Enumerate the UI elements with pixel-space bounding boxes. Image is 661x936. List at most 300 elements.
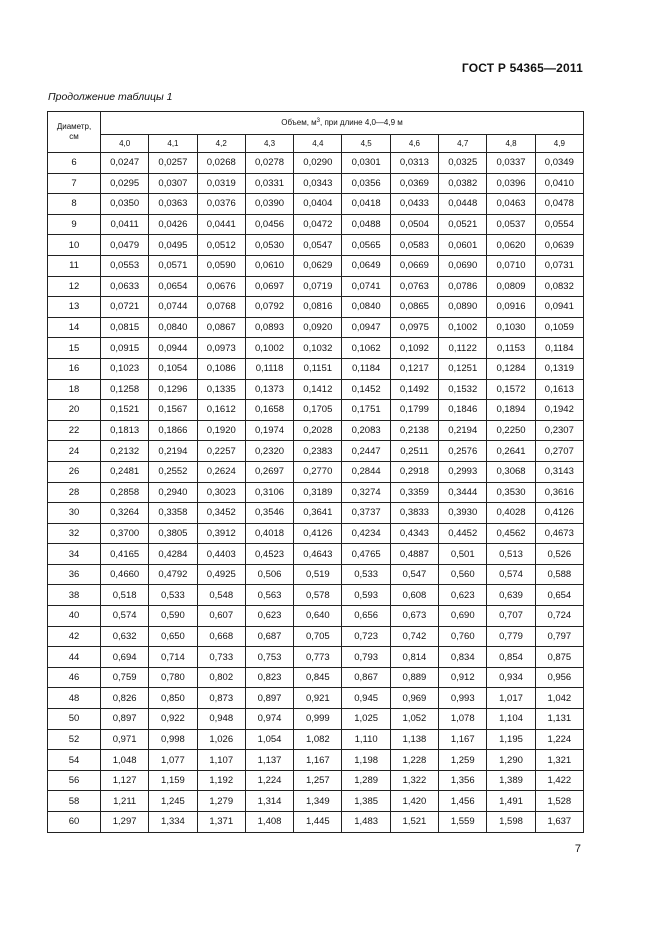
volume-cell: 0,0396 — [487, 173, 535, 194]
volume-cell: 0,4660 — [101, 564, 149, 585]
volume-cell: 0,2844 — [342, 461, 390, 482]
volume-cell: 1,110 — [342, 729, 390, 750]
volume-cell: 0,1942 — [535, 400, 583, 421]
volume-cell: 0,0786 — [439, 276, 487, 297]
volume-cell: 1,314 — [245, 791, 293, 812]
volume-cell: 0,0478 — [535, 194, 583, 215]
volume-cell: 0,2320 — [245, 441, 293, 462]
volume-cell: 0,1567 — [149, 400, 197, 421]
volume-cell: 0,2511 — [390, 441, 438, 462]
volume-cell: 0,2624 — [197, 461, 245, 482]
volume-cell: 1,131 — [535, 709, 583, 730]
volume-cell: 0,0809 — [487, 276, 535, 297]
volume-cell: 0,640 — [294, 606, 342, 627]
volume-cell: 1,290 — [487, 750, 535, 771]
volume-cell: 0,4234 — [342, 523, 390, 544]
volume-cell: 0,0319 — [197, 173, 245, 194]
volume-cell: 0,0649 — [342, 255, 390, 276]
volume-cell: 0,0975 — [390, 317, 438, 338]
volume-cell: 0,607 — [197, 606, 245, 627]
volume-cell: 0,0553 — [101, 255, 149, 276]
volume-cell: 0,0456 — [245, 214, 293, 235]
volume-cell: 0,2028 — [294, 420, 342, 441]
diameter-cell: 40 — [48, 606, 101, 627]
diameter-cell: 15 — [48, 338, 101, 359]
volume-cell: 0,0639 — [535, 235, 583, 256]
volume-cell: 0,518 — [101, 585, 149, 606]
volume-cell: 0,1813 — [101, 420, 149, 441]
volume-cell: 1,167 — [439, 729, 487, 750]
volume-cell: 1,559 — [439, 812, 487, 833]
diameter-cell: 56 — [48, 770, 101, 791]
volume-cell: 0,0920 — [294, 317, 342, 338]
volume-cell: 0,0973 — [197, 338, 245, 359]
volume-cell: 0,974 — [245, 709, 293, 730]
volume-cell: 0,4028 — [487, 503, 535, 524]
volume-cell: 0,0349 — [535, 153, 583, 174]
volume-cell: 0,0337 — [487, 153, 535, 174]
volume-cell: 0,814 — [390, 647, 438, 668]
volume-cell: 0,1532 — [439, 379, 487, 400]
diameter-cell: 13 — [48, 297, 101, 318]
volume-cell: 1,420 — [390, 791, 438, 812]
volume-cell: 0,1092 — [390, 338, 438, 359]
volume-cell: 0,1184 — [535, 338, 583, 359]
volume-cell: 1,127 — [101, 770, 149, 791]
diameter-header-unit: см — [69, 132, 79, 141]
volume-cell: 0,0530 — [245, 235, 293, 256]
volume-cell: 1,198 — [342, 750, 390, 771]
diameter-cell: 48 — [48, 688, 101, 709]
volume-cell: 0,501 — [439, 544, 487, 565]
volume-cell: 0,1284 — [487, 358, 535, 379]
volume-cell: 0,0390 — [245, 194, 293, 215]
volume-table — [47, 111, 584, 833]
volume-cell: 0,1612 — [197, 400, 245, 421]
volume-cell: 0,548 — [197, 585, 245, 606]
table-row — [48, 770, 584, 791]
volume-cell: 1,224 — [535, 729, 583, 750]
volume-cell: 0,0331 — [245, 173, 293, 194]
volume-cell: 1,321 — [535, 750, 583, 771]
volume-cell: 1,385 — [342, 791, 390, 812]
volume-cell: 0,956 — [535, 667, 583, 688]
table-row — [48, 297, 584, 318]
volume-cell: 0,0512 — [197, 235, 245, 256]
volume-cell: 0,4018 — [245, 523, 293, 544]
volume-cell: 0,563 — [245, 585, 293, 606]
length-header-cell: 4,3 — [245, 135, 293, 153]
volume-cell: 0,4165 — [101, 544, 149, 565]
volume-cell: 0,0290 — [294, 153, 342, 174]
volume-cell: 0,999 — [294, 709, 342, 730]
volume-cell: 0,513 — [487, 544, 535, 565]
volume-cell: 0,2918 — [390, 461, 438, 482]
volume-cell: 1,137 — [245, 750, 293, 771]
volume-cell: 0,2940 — [149, 482, 197, 503]
volume-cell: 0,875 — [535, 647, 583, 668]
volume-cell: 0,889 — [390, 667, 438, 688]
volume-cell: 0,2138 — [390, 420, 438, 441]
volume-cell: 0,0426 — [149, 214, 197, 235]
volume-cell: 0,2481 — [101, 461, 149, 482]
table-row — [48, 791, 584, 812]
table-row — [48, 235, 584, 256]
diameter-cell: 8 — [48, 194, 101, 215]
table-row — [48, 317, 584, 338]
volume-header-post: , при длине 4,0—4,9 м — [320, 118, 403, 127]
volume-cell: 0,0301 — [342, 153, 390, 174]
diameter-cell: 36 — [48, 564, 101, 585]
table-row — [48, 338, 584, 359]
volume-cell: 0,1335 — [197, 379, 245, 400]
length-header-cell: 4,7 — [439, 135, 487, 153]
volume-cell: 0,0295 — [101, 173, 149, 194]
diameter-cell: 50 — [48, 709, 101, 730]
volume-cell: 0,4887 — [390, 544, 438, 565]
volume-cell: 0,0719 — [294, 276, 342, 297]
volume-cell: 1,356 — [439, 770, 487, 791]
volume-cell: 0,0441 — [197, 214, 245, 235]
volume-cell: 0,1751 — [342, 400, 390, 421]
length-header-cell: 4,6 — [390, 135, 438, 153]
volume-cell: 0,1319 — [535, 358, 583, 379]
volume-cell: 0,4403 — [197, 544, 245, 565]
diameter-cell: 10 — [48, 235, 101, 256]
volume-cell: 1,349 — [294, 791, 342, 812]
volume-cell: 1,042 — [535, 688, 583, 709]
volume-cell: 0,2083 — [342, 420, 390, 441]
volume-cell: 0,4284 — [149, 544, 197, 565]
diameter-cell: 18 — [48, 379, 101, 400]
volume-cell: 0,867 — [342, 667, 390, 688]
volume-cell: 0,0947 — [342, 317, 390, 338]
volume-cell: 0,1658 — [245, 400, 293, 421]
volume-cell: 0,3530 — [487, 482, 535, 503]
volume-cell: 0,850 — [149, 688, 197, 709]
volume-cell: 0,4673 — [535, 523, 583, 544]
volume-cell: 0,533 — [149, 585, 197, 606]
diameter-cell: 58 — [48, 791, 101, 812]
volume-cell: 0,0583 — [390, 235, 438, 256]
table-row — [48, 214, 584, 235]
volume-cell: 0,2770 — [294, 461, 342, 482]
volume-cell: 0,0488 — [342, 214, 390, 235]
volume-cell: 0,753 — [245, 647, 293, 668]
table-row — [48, 276, 584, 297]
volume-cell: 0,873 — [197, 688, 245, 709]
diameter-cell: 54 — [48, 750, 101, 771]
volume-cell: 0,1184 — [342, 358, 390, 379]
volume-cell: 0,0448 — [439, 194, 487, 215]
volume-cell: 0,2697 — [245, 461, 293, 482]
volume-cell: 0,1059 — [535, 317, 583, 338]
volume-cell: 0,1613 — [535, 379, 583, 400]
volume-cell: 1,077 — [149, 750, 197, 771]
volume-cell: 0,654 — [535, 585, 583, 606]
diameter-cell: 24 — [48, 441, 101, 462]
document-code: ГОСТ Р 54365—2011 — [461, 61, 583, 75]
volume-cell: 0,0601 — [439, 235, 487, 256]
volume-cell: 0,2993 — [439, 461, 487, 482]
diameter-cell: 42 — [48, 626, 101, 647]
table-row — [48, 173, 584, 194]
volume-cell: 0,694 — [101, 647, 149, 668]
table-row — [48, 750, 584, 771]
volume-cell: 0,742 — [390, 626, 438, 647]
volume-cell: 0,1023 — [101, 358, 149, 379]
volume-cell: 0,0382 — [439, 173, 487, 194]
volume-cell: 1,279 — [197, 791, 245, 812]
volume-cell: 0,912 — [439, 667, 487, 688]
volume-cell: 0,574 — [487, 564, 535, 585]
volume-cell: 1,054 — [245, 729, 293, 750]
volume-cell: 0,4126 — [294, 523, 342, 544]
diameter-cell: 22 — [48, 420, 101, 441]
volume-cell: 0,608 — [390, 585, 438, 606]
volume-cell: 1,025 — [342, 709, 390, 730]
table-row — [48, 482, 584, 503]
volume-cell: 0,1086 — [197, 358, 245, 379]
volume-cell: 0,3068 — [487, 461, 535, 482]
table-row — [48, 379, 584, 400]
volume-cell: 0,0363 — [149, 194, 197, 215]
volume-cell: 0,0867 — [197, 317, 245, 338]
volume-cell: 0,1974 — [245, 420, 293, 441]
volume-cell: 1,245 — [149, 791, 197, 812]
volume-cell: 0,1521 — [101, 400, 149, 421]
volume-cell: 0,724 — [535, 606, 583, 627]
volume-cell: 0,3616 — [535, 482, 583, 503]
volume-cell: 0,998 — [149, 729, 197, 750]
table-body — [48, 153, 584, 833]
volume-cell: 0,0865 — [390, 297, 438, 318]
table-row — [48, 400, 584, 421]
volume-cell: 1,159 — [149, 770, 197, 791]
volume-cell: 0,1412 — [294, 379, 342, 400]
volume-cell: 1,017 — [487, 688, 535, 709]
volume-cell: 0,0307 — [149, 173, 197, 194]
length-header-cell: 4,4 — [294, 135, 342, 153]
volume-cell: 1,228 — [390, 750, 438, 771]
volume-cell: 0,3189 — [294, 482, 342, 503]
table-row — [48, 255, 584, 276]
volume-cell: 0,2132 — [101, 441, 149, 462]
table-row — [48, 606, 584, 627]
volume-cell: 0,2257 — [197, 441, 245, 462]
volume-cell: 0,4643 — [294, 544, 342, 565]
volume-cell: 0,588 — [535, 564, 583, 585]
volume-cell: 0,0343 — [294, 173, 342, 194]
table-row — [48, 812, 584, 833]
volume-cell: 0,2307 — [535, 420, 583, 441]
volume-cell: 1,521 — [390, 812, 438, 833]
volume-cell: 0,0768 — [197, 297, 245, 318]
volume-cell: 0,1002 — [439, 317, 487, 338]
volume-cell: 0,2383 — [294, 441, 342, 462]
volume-cell: 0,0463 — [487, 194, 535, 215]
table-row — [48, 709, 584, 730]
volume-cell: 0,0495 — [149, 235, 197, 256]
volume-cell: 0,845 — [294, 667, 342, 688]
volume-cell: 0,0418 — [342, 194, 390, 215]
diameter-cell: 60 — [48, 812, 101, 833]
volume-cell: 0,3274 — [342, 482, 390, 503]
diameter-cell: 7 — [48, 173, 101, 194]
volume-cell: 1,371 — [197, 812, 245, 833]
volume-cell: 0,0620 — [487, 235, 535, 256]
volume-cell: 0,1705 — [294, 400, 342, 421]
volume-cell: 0,0629 — [294, 255, 342, 276]
volume-cell: 0,673 — [390, 606, 438, 627]
diameter-cell: 9 — [48, 214, 101, 235]
volume-cell: 0,0257 — [149, 153, 197, 174]
volume-cell: 0,1251 — [439, 358, 487, 379]
page-number: 7 — [574, 843, 581, 855]
volume-cell: 0,0247 — [101, 153, 149, 174]
volume-cell: 1,408 — [245, 812, 293, 833]
volume-cell: 0,0816 — [294, 297, 342, 318]
volume-cell: 0,0610 — [245, 255, 293, 276]
volume-cell: 0,802 — [197, 667, 245, 688]
diameter-header-label: Диаметр, — [56, 122, 92, 131]
volume-cell: 0,0654 — [149, 276, 197, 297]
volume-cell: 0,4792 — [149, 564, 197, 585]
volume-cell: 1,107 — [197, 750, 245, 771]
volume-cell: 0,0721 — [101, 297, 149, 318]
volume-cell: 0,854 — [487, 647, 535, 668]
diameter-column-header — [48, 112, 101, 153]
volume-cell: 0,3358 — [149, 503, 197, 524]
volume-cell: 0,3106 — [245, 482, 293, 503]
volume-cell: 0,0590 — [197, 255, 245, 276]
volume-cell: 0,921 — [294, 688, 342, 709]
volume-cell: 0,0565 — [342, 235, 390, 256]
volume-cell: 0,0411 — [101, 214, 149, 235]
volume-cell: 0,0521 — [439, 214, 487, 235]
volume-cell: 1,456 — [439, 791, 487, 812]
volume-cell: 1,224 — [245, 770, 293, 791]
volume-cell: 0,4343 — [390, 523, 438, 544]
volume-cell: 0,2194 — [149, 441, 197, 462]
volume-cell: 0,3700 — [101, 523, 149, 544]
volume-cell: 0,759 — [101, 667, 149, 688]
volume-cell: 0,1894 — [487, 400, 535, 421]
volume-cell: 0,1452 — [342, 379, 390, 400]
volume-cell: 0,0744 — [149, 297, 197, 318]
volume-cell: 0,0410 — [535, 173, 583, 194]
diameter-cell: 26 — [48, 461, 101, 482]
volume-cell: 0,533 — [342, 564, 390, 585]
table-row — [48, 544, 584, 565]
volume-cell: 1,334 — [149, 812, 197, 833]
volume-cell: 0,0369 — [390, 173, 438, 194]
volume-cell: 1,491 — [487, 791, 535, 812]
volume-cell: 0,1492 — [390, 379, 438, 400]
diameter-cell: 34 — [48, 544, 101, 565]
volume-cell: 0,773 — [294, 647, 342, 668]
diameter-cell: 14 — [48, 317, 101, 338]
volume-cell: 0,934 — [487, 667, 535, 688]
volume-cell: 1,528 — [535, 791, 583, 812]
volume-cell: 0,632 — [101, 626, 149, 647]
volume-cell: 0,0832 — [535, 276, 583, 297]
volume-cell: 0,1062 — [342, 338, 390, 359]
volume-cell: 0,4452 — [439, 523, 487, 544]
volume-cell: 0,3359 — [390, 482, 438, 503]
table-row — [48, 358, 584, 379]
table-row — [48, 523, 584, 544]
volume-cell: 0,897 — [101, 709, 149, 730]
volume-cell: 0,0669 — [390, 255, 438, 276]
length-header-cell: 4,1 — [149, 135, 197, 153]
volume-cell: 0,3143 — [535, 461, 583, 482]
volume-cell: 0,1572 — [487, 379, 535, 400]
volume-cell: 0,0504 — [390, 214, 438, 235]
volume-cell: 0,2552 — [149, 461, 197, 482]
volume-cell: 0,3452 — [197, 503, 245, 524]
volume-cell: 0,823 — [245, 667, 293, 688]
volume-cell: 0,897 — [245, 688, 293, 709]
volume-cell: 0,0840 — [342, 297, 390, 318]
volume-cell: 0,3805 — [149, 523, 197, 544]
volume-cell: 0,2250 — [487, 420, 535, 441]
diameter-cell: 46 — [48, 667, 101, 688]
volume-cell: 0,1920 — [197, 420, 245, 441]
volume-cell: 1,259 — [439, 750, 487, 771]
volume-cell: 0,0325 — [439, 153, 487, 174]
volume-cell: 0,1153 — [487, 338, 535, 359]
volume-cell: 1,637 — [535, 812, 583, 833]
volume-cell: 0,705 — [294, 626, 342, 647]
length-header-cell: 4,8 — [487, 135, 535, 153]
volume-cell: 1,598 — [487, 812, 535, 833]
volume-cell: 0,971 — [101, 729, 149, 750]
volume-cell: 0,0741 — [342, 276, 390, 297]
volume-cell: 0,922 — [149, 709, 197, 730]
volume-cell: 0,590 — [149, 606, 197, 627]
volume-cell: 1,167 — [294, 750, 342, 771]
volume-cell: 0,3023 — [197, 482, 245, 503]
volume-cell: 0,3641 — [294, 503, 342, 524]
volume-header-sup: 3 — [316, 118, 320, 124]
volume-column-header — [101, 112, 584, 135]
diameter-cell: 12 — [48, 276, 101, 297]
volume-cell: 0,0676 — [197, 276, 245, 297]
volume-cell: 0,650 — [149, 626, 197, 647]
volume-cell: 0,547 — [390, 564, 438, 585]
volume-header-pre: Объем, м — [281, 118, 317, 127]
volume-cell: 1,389 — [487, 770, 535, 791]
volume-cell: 0,3912 — [197, 523, 245, 544]
table-row — [48, 503, 584, 524]
volume-cell: 0,945 — [342, 688, 390, 709]
volume-cell: 0,0633 — [101, 276, 149, 297]
volume-cell: 0,526 — [535, 544, 583, 565]
volume-cell: 0,780 — [149, 667, 197, 688]
volume-cell: 0,2576 — [439, 441, 487, 462]
volume-cell: 0,623 — [245, 606, 293, 627]
diameter-cell: 28 — [48, 482, 101, 503]
volume-cell: 1,082 — [294, 729, 342, 750]
volume-cell: 0,2641 — [487, 441, 535, 462]
volume-cell: 0,690 — [439, 606, 487, 627]
volume-cell: 0,4925 — [197, 564, 245, 585]
volume-cell: 1,052 — [390, 709, 438, 730]
volume-cell: 0,3444 — [439, 482, 487, 503]
length-header-cell: 4,2 — [197, 135, 245, 153]
volume-cell: 0,656 — [342, 606, 390, 627]
